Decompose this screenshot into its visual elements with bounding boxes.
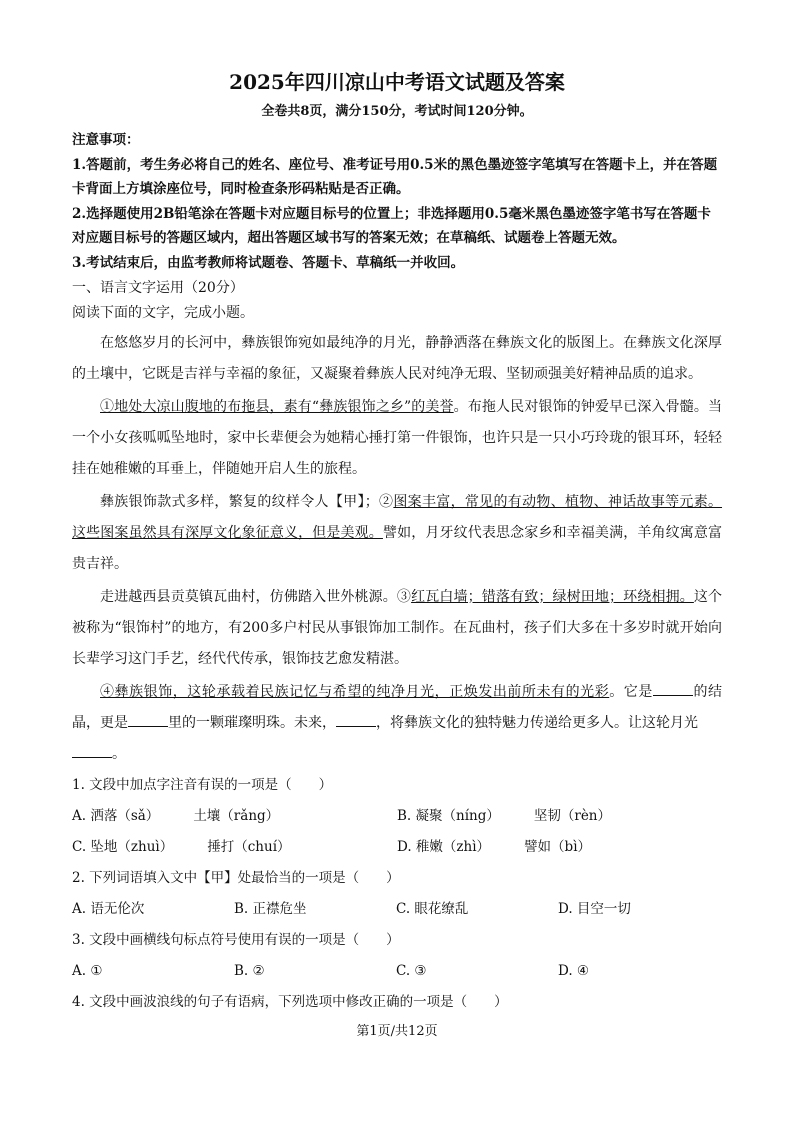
question-1-stem: 1. 文段中加点字注音有误的一项是（ ）	[72, 776, 333, 793]
passage-paragraph-5	[72, 677, 722, 770]
option-3b[interactable]: B. ②	[234, 962, 265, 979]
page-title: 2025年四川凉山中考语文试题及答案	[229, 70, 565, 94]
question-4-stem: 4. 文段中画波浪线的句子有语病，下列选项中修改正确的一项是（ ）	[72, 993, 508, 1010]
section-instruction: 阅读下面的文字，完成小题。	[72, 304, 254, 321]
underlined-sentence-3: 红瓦白墙；错落有致；绿树田地；环绕相拥。	[411, 588, 694, 605]
page-subtitle: 全卷共8页，满分150分，考试时间120分钟。	[261, 104, 533, 119]
paragraph-5-text-d: ，将彝族文化的独特魅力传递给更多人。让这轮月光	[376, 714, 698, 731]
option-3d[interactable]: D. ④	[558, 962, 590, 979]
fill-blank-2[interactable]	[128, 712, 168, 727]
option-1a[interactable]	[72, 801, 397, 832]
notes-item-2: 2.选择题使用2B铅笔涂在答题卡对应题目标号的位置上；非选择题用0.5毫米黑色墨迹签字笔书写在答题卡对应题目标号的答题区域内，超出答题区域书写的答案无效；在草稿纸、试题卷上答题无效。	[72, 205, 711, 247]
option-1b-word-2: 坚韧（rèn）	[533, 807, 611, 824]
question-2-stem: 2. 下列词语填入文中【甲】处最恰当的一项是（ ）	[72, 869, 400, 886]
fill-blank-4[interactable]	[72, 743, 112, 758]
question-3-options	[72, 956, 722, 987]
option-1c-word-1: C. 坠地（zhuì）	[72, 838, 174, 855]
notes-block	[72, 128, 722, 276]
reading-passage	[72, 328, 722, 770]
question-2	[72, 863, 722, 925]
option-1c-word-2: 捶打（chuí）	[207, 838, 291, 855]
question-3	[72, 925, 722, 987]
paragraph-3-lead: 彝族银饰款式多样，繁复的纹样令人【甲】；②	[100, 493, 394, 510]
passage-paragraph-2	[72, 392, 722, 485]
option-1d-word-1: D. 稚嫩（zhì）	[397, 838, 491, 855]
question-2-options	[72, 894, 722, 925]
notes-item-1: 1.答题前，考生务必将自己的姓名、座位号、准考证号用0.5米的黑色墨迹签字笔填写在答题卡上，并在答题卡背面上方填涂座位号，同时检查条形码粘贴是否正确。	[72, 156, 718, 198]
question-3-stem: 3. 文段中画横线句标点符号使用有误的一项是（ ）	[72, 931, 400, 948]
paragraph-5-text-a: 。它是	[609, 683, 653, 700]
underlined-sentence-2: 图案丰富，常见的有动物、植物、神话故事等元素。这些图案虽然具有深厚文化象征意义，但是美观。	[72, 493, 723, 541]
question-4	[72, 987, 722, 1018]
option-2b[interactable]: B. 正襟危坐	[234, 900, 307, 917]
option-1b[interactable]	[397, 801, 722, 832]
notes-heading: 注意事项：	[72, 132, 140, 148]
exam-page	[72, 68, 722, 1018]
underlined-sentence-1: ①地处大凉山腹地的布拖县，素有“彝族银饰之乡”的美誉	[100, 398, 454, 415]
option-1b-word-1: B. 凝聚（níng）	[397, 807, 500, 824]
passage-paragraph-3	[72, 487, 722, 580]
paragraph-4-lead: 走进越西县贡莫镇瓦曲村，仿佛踏入世外桃源。③	[100, 588, 412, 605]
underlined-sentence-4: ④彝族银饰，这轮承载着民族记忆与希望的纯净月光，正焕发出前所未有的光彩	[100, 683, 610, 700]
paragraph-3-text: 譬如，月牙纹代表思念家乡和幸福美满，羊角纹寓意富贵吉祥。	[72, 524, 723, 572]
option-3a[interactable]: A. ①	[72, 962, 103, 979]
option-1d[interactable]	[397, 832, 722, 863]
paragraph-5-text-b: 的结晶，更是	[72, 683, 723, 731]
option-1c[interactable]	[72, 832, 397, 863]
paragraph-2-text: 。布拖人民对银饰的钟爱早已深入骨髓。当一个小女孩呱呱坠地时，家中长辈便会为她精心捶打第一件银饰，也许只是一只小巧玲珑的银耳环，轻轻挂在她稚嫩的耳垂上，伴随她开启人生的旅程。	[72, 398, 722, 477]
passage-paragraph-1: 在悠悠岁月的长河中，彝族银饰宛如最纯净的月光，静静洒落在彝族文化的版图上。在彝族文化深厚的土壤中，它既是吉祥与幸福的象征，又凝聚着彝族人民对纯净无瑕、坚韧顽强美好精神品质的追求。	[72, 334, 722, 382]
question-1-options-row-2	[72, 832, 722, 863]
option-1d-word-2: 譬如（bì）	[524, 838, 592, 855]
page-footer: 第1页/共12页	[356, 1024, 438, 1039]
option-1a-word-1: A. 洒落（sǎ）	[72, 807, 160, 824]
option-1a-word-2: 土壤（rǎng）	[193, 807, 280, 824]
option-2d[interactable]: D. 目空一切	[558, 900, 631, 917]
fill-blank-3[interactable]	[336, 712, 376, 727]
question-1-options-row-1	[72, 801, 722, 832]
section-heading: 一、语言文字运用（20分）	[72, 279, 244, 296]
paragraph-5-text-c: 里的一颗璀璨明珠。未来，	[168, 714, 336, 731]
option-3c[interactable]: C. ③	[396, 962, 427, 979]
option-2c[interactable]: C. 眼花缭乱	[396, 900, 469, 917]
passage-paragraph-4	[72, 582, 722, 675]
question-1	[72, 770, 722, 863]
paragraph-5-text-e: 。	[112, 745, 126, 762]
fill-blank-1[interactable]	[653, 681, 693, 696]
notes-item-3: 3.考试结束后，由监考教师将试题卷、答题卡、草稿纸一并收回。	[72, 254, 465, 271]
paragraph-4-text: 这个被称为“银饰村”的地方，有200多户村民从事银饰加工制作。在瓦曲村，孩子们大多在十多岁时就开始向长辈学习这门手艺，经代代传承，银饰技艺愈发精湛。	[72, 588, 723, 667]
option-2a[interactable]: A. 语无伦次	[72, 900, 145, 917]
